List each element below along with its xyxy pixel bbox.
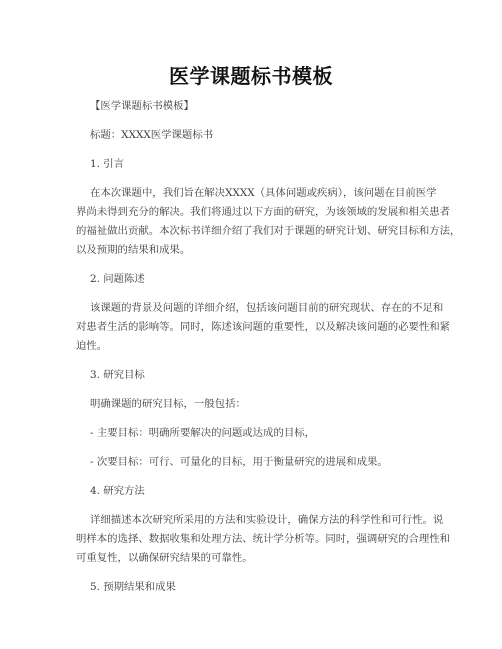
paragraph-line: 界尚未得到充分的解决。我们将通过以下方面的研究，为该领域的发展和相关患者 bbox=[76, 206, 451, 218]
section-heading-problem: 2. 问题陈述 bbox=[90, 273, 145, 285]
list-item: - 主要目标：明确所要解决的问题或达成的目标， bbox=[90, 427, 316, 439]
paragraph-line: 以及预期的结果和成果。 bbox=[76, 244, 191, 256]
paragraph-line: 的福祉做出贡献。本次标书详细介绍了我们对于课题的研究计划、研究目标和方法， bbox=[76, 225, 461, 237]
paragraph-line: 可重复性，以确保研究结果的可靠性。 bbox=[76, 552, 253, 564]
paragraph-line: 明确课题的研究目标，一般包括： bbox=[90, 398, 246, 410]
subtitle: 标题：XXXX医学课题标书 bbox=[90, 129, 214, 141]
paragraph-line: 详细描述本次研究所采用的方法和实验设计，确保方法的科学性和可行性。说 bbox=[90, 514, 444, 526]
paragraph-line: 在本次课题中，我们旨在解决XXXX（具体问题或疾病），该问题在目前医学 bbox=[90, 187, 437, 199]
section-heading-goals: 3. 研究目标 bbox=[90, 369, 145, 381]
paragraph-line: 该课题的背景及问题的详细介绍，包括该问题目前的研究现状、存在的不足和 bbox=[90, 302, 444, 314]
paragraph-line: 迫性。 bbox=[76, 340, 108, 352]
section-heading-results: 5. 预期结果和成果 bbox=[90, 581, 176, 593]
section-heading-intro: 1. 引言 bbox=[90, 158, 124, 170]
bracket-title: 【医学课题标书模板】 bbox=[90, 100, 194, 112]
paragraph-line: 对患者生活的影响等。同时，陈述该问题的重要性，以及解决该问题的必要性和紧 bbox=[76, 321, 451, 333]
list-item: - 次要目标：可行、可量化的目标，用于衡量研究的进展和成果。 bbox=[90, 456, 388, 468]
paragraph-line: 明样本的选择、数据收集和处理方法、统计学分析等。同时，强调研究的合理性和 bbox=[76, 533, 451, 545]
section-heading-methods: 4. 研究方法 bbox=[90, 485, 145, 497]
document-title: 医学课题标书模板 bbox=[169, 64, 333, 88]
